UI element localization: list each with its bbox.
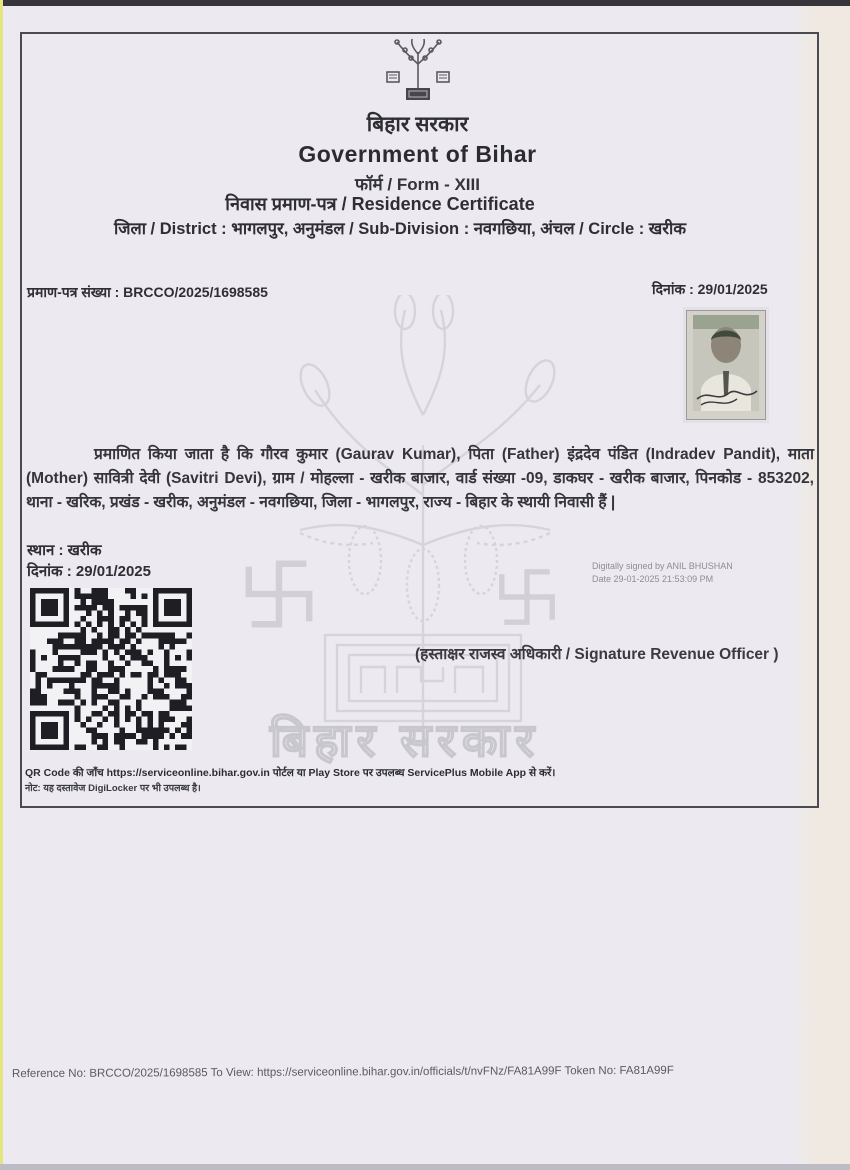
district-subdivision-circle: जिला / District : भागलपुर, अनुमंडल / Sub-Division : नवगछिया, अंचल / Circle : खरीक <box>114 220 686 238</box>
digital-signature-name: Digitally signed by ANIL BHUSHAN <box>592 561 733 571</box>
applicant-photo <box>686 310 766 420</box>
place-line: स्थान : खरीक <box>27 542 102 559</box>
bihar-government-emblem-icon <box>375 38 461 108</box>
certificate-number: प्रमाण-पत्र संख्या : BRCCO/2025/1698585 <box>27 284 268 300</box>
government-title-hindi: बिहार सरकार <box>366 113 469 136</box>
qr-verification-note <box>25 766 765 796</box>
reference-footer: Reference No: BRCCO/2025/1698585 To View: https://serviceonline.bihar.gov.in/officials/t/nvFNz/FA81A99F Token No: FA81A99F <box>11 1064 674 1081</box>
certificate-title: निवास प्रमाण-पत्र / Residence Certificate <box>225 194 535 214</box>
form-number: फॉर्म / Form - XIII <box>355 175 480 194</box>
header <box>20 38 815 195</box>
digital-signature-date: Date 29-01-2025 21:53:09 PM <box>592 574 714 585</box>
certificate-body-text: प्रमाणित किया जाता है कि गौरव कुमार (Gaurav Kumar), पिता (Father) इंद्रदेव पंडित (Indradev Pandit), माता (Mother) सावित्री देवी (Savitri Devi), ग्राम / मोहल्ला - खरीक बाजार, वार्ड संख्या -09, डाकघर - खरीक बाजार, पिनकोड - 853202, थाना - खरिक, प्रखंड - खरीक, अनुमंडल - नवगछिया, जिला - भागलपुर, राज्य - बिहार के स्थायी निवासी हैं | <box>26 446 814 512</box>
qr-code <box>30 588 192 750</box>
government-title-english: Government of Bihar <box>298 141 537 167</box>
signature-revenue-officer-caption: (हस्ताक्षर राजस्व अधिकारी / Signature Revenue Officer ) <box>415 646 779 663</box>
watermark-text: बिहार सरकार <box>269 714 541 766</box>
date-line: दिनांक : 29/01/2025 <box>27 563 151 580</box>
qr-note-line2: नोट: यह दस्तावेज DigiLocker पर भी उपलब्ध है। <box>25 782 201 794</box>
digital-signature-stamp <box>592 560 733 586</box>
qr-note-line1: QR Code की जाँच https://serviceonline.bihar.gov.in पोर्टल या Play Store पर उपलब्ध ServicePlus Mobile App से करें। <box>25 767 556 779</box>
certificate-issue-date: दिनांक : 29/01/2025 <box>652 281 768 297</box>
